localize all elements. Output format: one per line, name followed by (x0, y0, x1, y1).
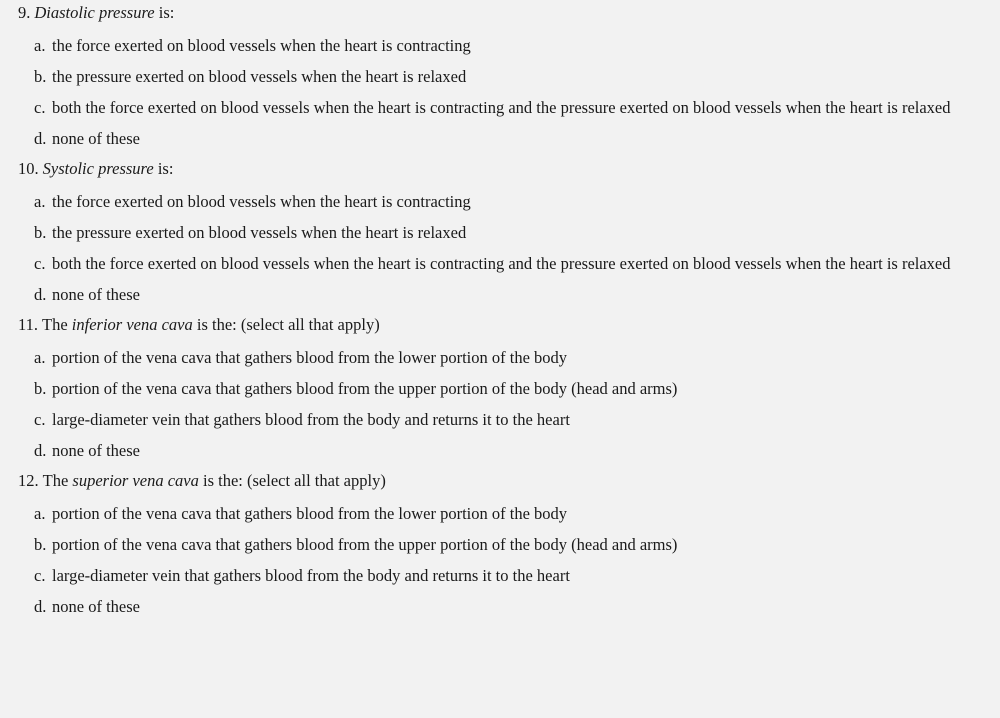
option-b[interactable] (12, 531, 992, 562)
option-letter: b. (34, 535, 47, 554)
question-number: 9. (18, 3, 31, 22)
option-a[interactable] (12, 188, 992, 219)
option-text: large-diameter vein that gathers blood from the body and returns it to the heart (52, 410, 570, 429)
option-text: the force exerted on blood vessels when the heart is contracting (52, 36, 471, 55)
question-number: 11. (18, 315, 39, 334)
question-prefix: The (42, 471, 73, 490)
question-suffix: is: (153, 159, 174, 178)
option-text: both the force exerted on blood vessels when the heart is contracting and the pressure exerted on blood vessels when the heart is relaxed (52, 254, 951, 273)
option-letter: c. (34, 98, 46, 117)
option-letter: d. (34, 441, 47, 460)
option-text: portion of the vena cava that gathers blood from the lower portion of the body (52, 348, 568, 367)
option-b[interactable] (12, 219, 992, 250)
question-10 (12, 156, 992, 312)
option-text: portion of the vena cava that gathers blood from the lower portion of the body (52, 504, 568, 523)
question-9 (12, 0, 992, 156)
question-11 (12, 312, 992, 468)
option-text: the force exerted on blood vessels when the heart is contracting (52, 192, 471, 211)
option-letter: b. (34, 223, 47, 242)
question-prefix: The (42, 315, 72, 334)
option-letter: d. (34, 597, 47, 616)
question-12 (12, 468, 992, 624)
option-c[interactable] (12, 406, 992, 437)
option-text: none of these (52, 441, 140, 460)
option-b[interactable] (12, 63, 992, 94)
option-text: none of these (52, 597, 140, 616)
option-a[interactable] (12, 32, 992, 63)
question-term: superior vena cava (72, 471, 199, 490)
option-letter: c. (34, 410, 46, 429)
question-stem (12, 312, 992, 344)
question-stem (12, 0, 992, 32)
option-d[interactable] (12, 593, 992, 624)
option-letter: a. (34, 504, 46, 523)
option-text: both the force exerted on blood vessels when the heart is contracting and the pressure exerted on blood vessels when the heart is relaxed (52, 98, 951, 117)
option-letter: d. (34, 285, 47, 304)
question-suffix: is the: (select all that apply) (192, 315, 380, 334)
option-d[interactable] (12, 125, 992, 156)
question-term: Diastolic pressure (34, 3, 155, 22)
option-a[interactable] (12, 344, 992, 375)
option-letter: b. (34, 379, 47, 398)
question-term: Systolic pressure (42, 159, 154, 178)
option-b[interactable] (12, 375, 992, 406)
option-letter: a. (34, 192, 46, 211)
option-letter: a. (34, 348, 46, 367)
question-stem (12, 468, 992, 500)
option-d[interactable] (12, 437, 992, 468)
option-text: none of these (52, 129, 140, 148)
option-d[interactable] (12, 281, 992, 312)
question-suffix: is the: (select all that apply) (198, 471, 386, 490)
option-text: the pressure exerted on blood vessels when the heart is relaxed (52, 223, 467, 242)
option-text: portion of the vena cava that gathers blood from the upper portion of the body (head and arms) (52, 535, 678, 554)
question-stem (12, 156, 992, 188)
option-letter: b. (34, 67, 47, 86)
option-text: portion of the vena cava that gathers blood from the upper portion of the body (head and arms) (52, 379, 678, 398)
option-letter: c. (34, 566, 46, 585)
option-text: none of these (52, 285, 140, 304)
option-letter: a. (34, 36, 46, 55)
question-suffix: is: (154, 3, 175, 22)
option-c[interactable] (12, 250, 992, 281)
question-number: 10. (18, 159, 39, 178)
question-term: inferior vena cava (71, 315, 193, 334)
option-c[interactable] (12, 94, 992, 125)
option-letter: c. (34, 254, 46, 273)
option-letter: d. (34, 129, 47, 148)
option-a[interactable] (12, 500, 992, 531)
question-number: 12. (18, 471, 39, 490)
option-text: the pressure exerted on blood vessels when the heart is relaxed (52, 67, 467, 86)
option-c[interactable] (12, 562, 992, 593)
option-text: large-diameter vein that gathers blood from the body and returns it to the heart (52, 566, 570, 585)
